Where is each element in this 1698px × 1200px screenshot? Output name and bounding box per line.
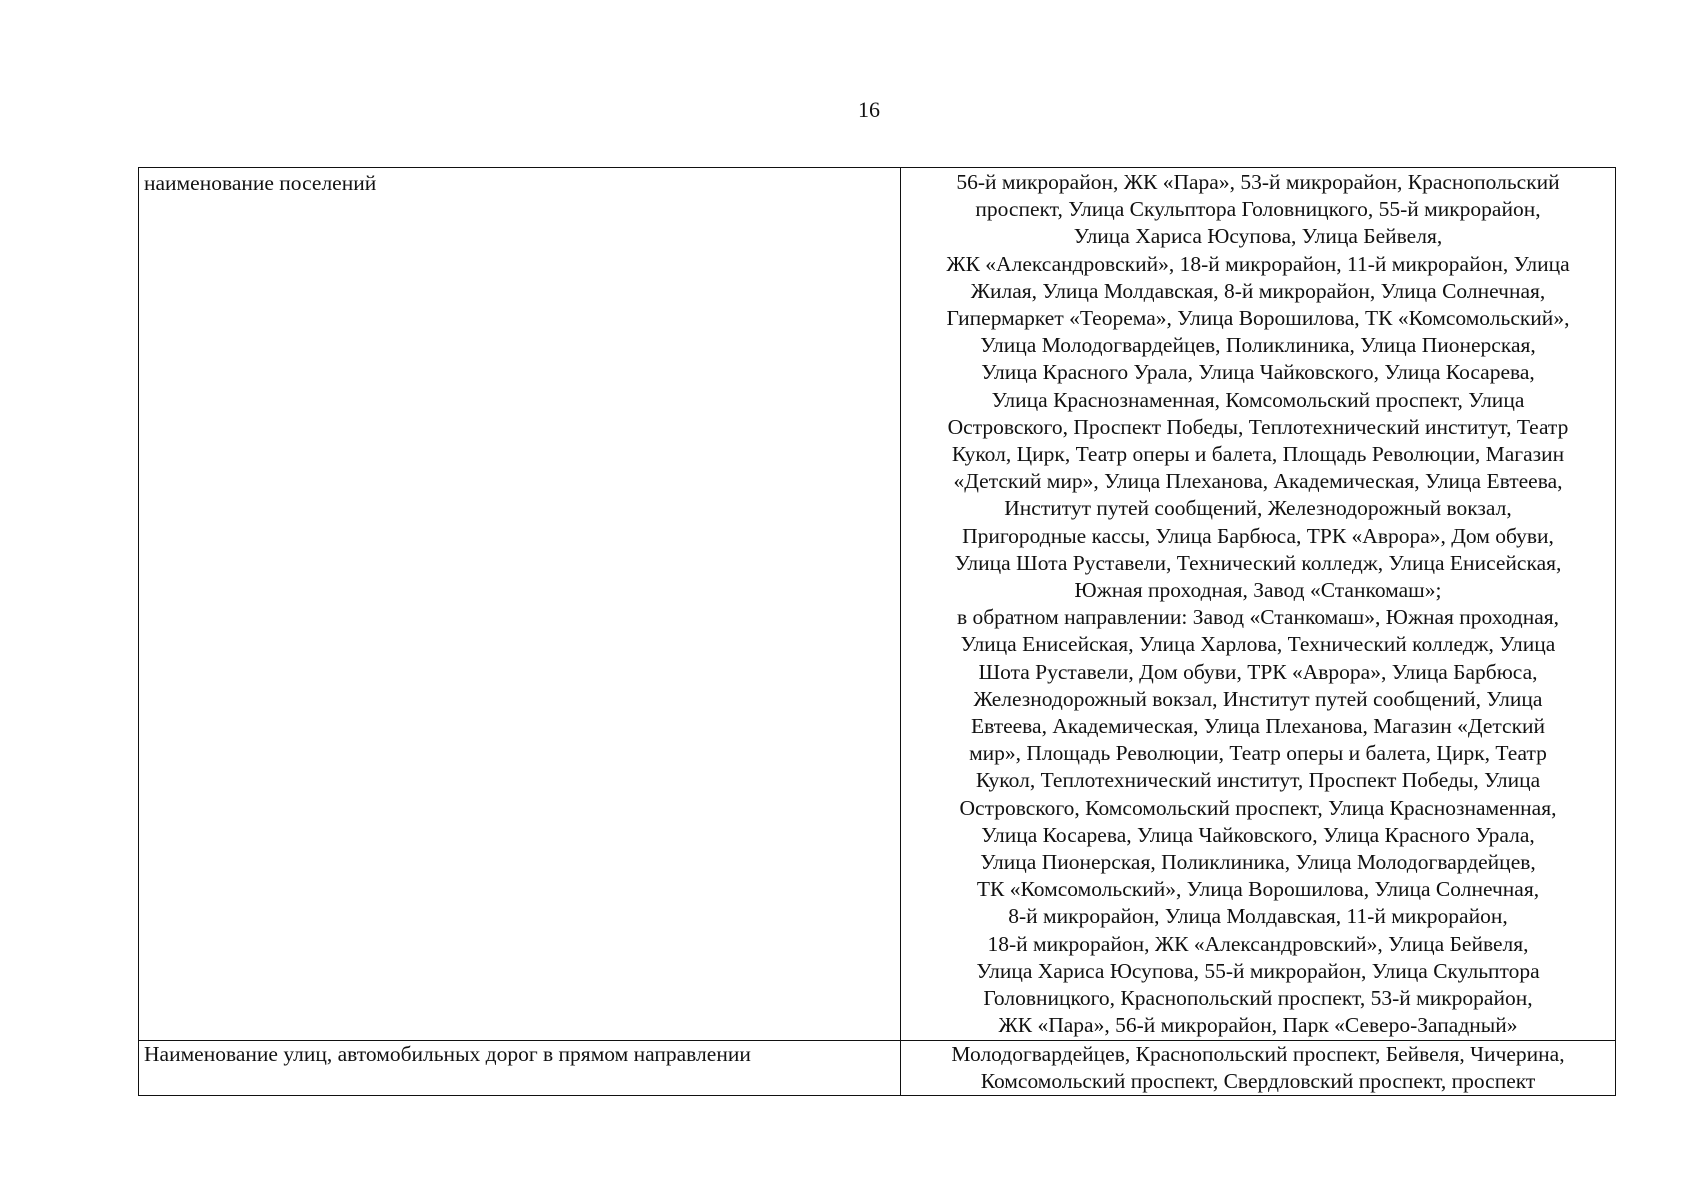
- value-line: в обратном направлении: Завод «Станкомаш», Южная проходная,: [956, 605, 1560, 630]
- value-line: ЖК «Александровский», 18-й микрорайон, 11-й микрорайон, Улица: [946, 251, 1570, 276]
- value-line: Кукол, Цирк, Театр оперы и балета, Площадь Революции, Магазин: [951, 442, 1565, 467]
- value-line: Улица Косарева, Улица Чайковского, Улица Красного Урала,: [981, 822, 1535, 847]
- row-label-settlements: наименование поселений: [139, 168, 901, 1041]
- value-line: Южная проходная, Завод «Станкомаш»;: [1074, 578, 1442, 603]
- row-value-settlements: [901, 168, 1616, 1041]
- table-row: [139, 1040, 1616, 1095]
- value-line: Улица Хариса Юсупова, 55-й микрорайон, Улица Скульптора: [976, 958, 1540, 983]
- value-line: ЖК «Пара», 56-й микрорайон, Парк «Северо-Западный»: [998, 1013, 1518, 1038]
- value-line: Островского, Комсомольский проспект, Улица Краснознаменная,: [959, 795, 1557, 820]
- row-label-streets-forward: Наименование улиц, автомобильных дорог в прямом направлении: [139, 1040, 901, 1095]
- value-line: Улица Хариса Юсупова, Улица Бейвеля,: [1073, 224, 1443, 249]
- value-line: Улица Молодогвардейцев, Поликлиника, Улица Пионерская,: [980, 333, 1536, 358]
- value-line: Островского, Проспект Победы, Теплотехнический институт, Театр: [947, 414, 1569, 439]
- value-line: Улица Шота Руставели, Технический колледж, Улица Енисейская,: [954, 550, 1562, 575]
- value-line: Кукол, Теплотехнический институт, Проспект Победы, Улица: [975, 768, 1541, 793]
- value-line: Шота Руставели, Дом обуви, ТРК «Аврора», Улица Барбюса,: [978, 659, 1538, 684]
- value-line: Железнодорожный вокзал, Институт путей сообщений, Улица: [973, 686, 1543, 711]
- value-line: Гипермаркет «Теорема», Улица Ворошилова, ТК «Комсомольский»,: [946, 306, 1570, 331]
- value-line: Пригородные кассы, Улица Барбюса, ТРК «Аврора», Дом обуви,: [962, 523, 1554, 548]
- value-line: ТК «Комсомольский», Улица Ворошилова, Улица Солнечная,: [976, 877, 1540, 902]
- page-number: 16: [858, 97, 880, 122]
- value-line: Евтеева, Академическая, Улица Плеханова, Магазин «Детский: [970, 714, 1546, 739]
- value-line: Улица Краснознаменная, Комсомольский проспект, Улица: [991, 387, 1525, 412]
- value-line: Жилая, Улица Молдавская, 8-й микрорайон, Улица Солнечная,: [970, 278, 1546, 303]
- route-table: [138, 167, 1616, 1096]
- value-line: «Детский мир», Улица Плеханова, Академическая, Улица Евтеева,: [953, 469, 1563, 494]
- value-line: мир», Площадь Революции, Театр оперы и балета, Цирк, Театр: [969, 741, 1547, 766]
- value-line: Улица Пионерская, Поликлиника, Улица Молодогвардейцев,: [980, 850, 1536, 875]
- value-line: Комсомольский проспект, Свердловский проспект, проспект: [980, 1068, 1536, 1093]
- value-line: Улица Енисейская, Улица Харлова, Технический колледж, Улица: [960, 632, 1556, 657]
- value-line: проспект, Улица Скульптора Головницкого, 55-й микрорайон,: [975, 197, 1541, 222]
- value-line: Институт путей сообщений, Железнодорожный вокзал,: [1004, 496, 1512, 521]
- value-line: Головницкого, Краснопольский проспект, 53-й микрорайон,: [983, 986, 1533, 1011]
- row-value-streets-forward: [901, 1040, 1616, 1095]
- value-line: 18-й микрорайон, ЖК «Александровский», Улица Бейвеля,: [987, 931, 1529, 956]
- value-line: 8-й микрорайон, Улица Молдавская, 11-й микрорайон,: [1008, 904, 1508, 929]
- value-line: 56-й микрорайон, ЖК «Пара», 53-й микрорайон, Краснопольский: [956, 170, 1560, 194]
- table-row: [139, 168, 1616, 1041]
- value-line: Улица Красного Урала, Улица Чайковского, Улица Косарева,: [981, 360, 1535, 385]
- value-line: Молодогвардейцев, Краснопольский проспект, Бейвеля, Чичерина,: [951, 1041, 1565, 1066]
